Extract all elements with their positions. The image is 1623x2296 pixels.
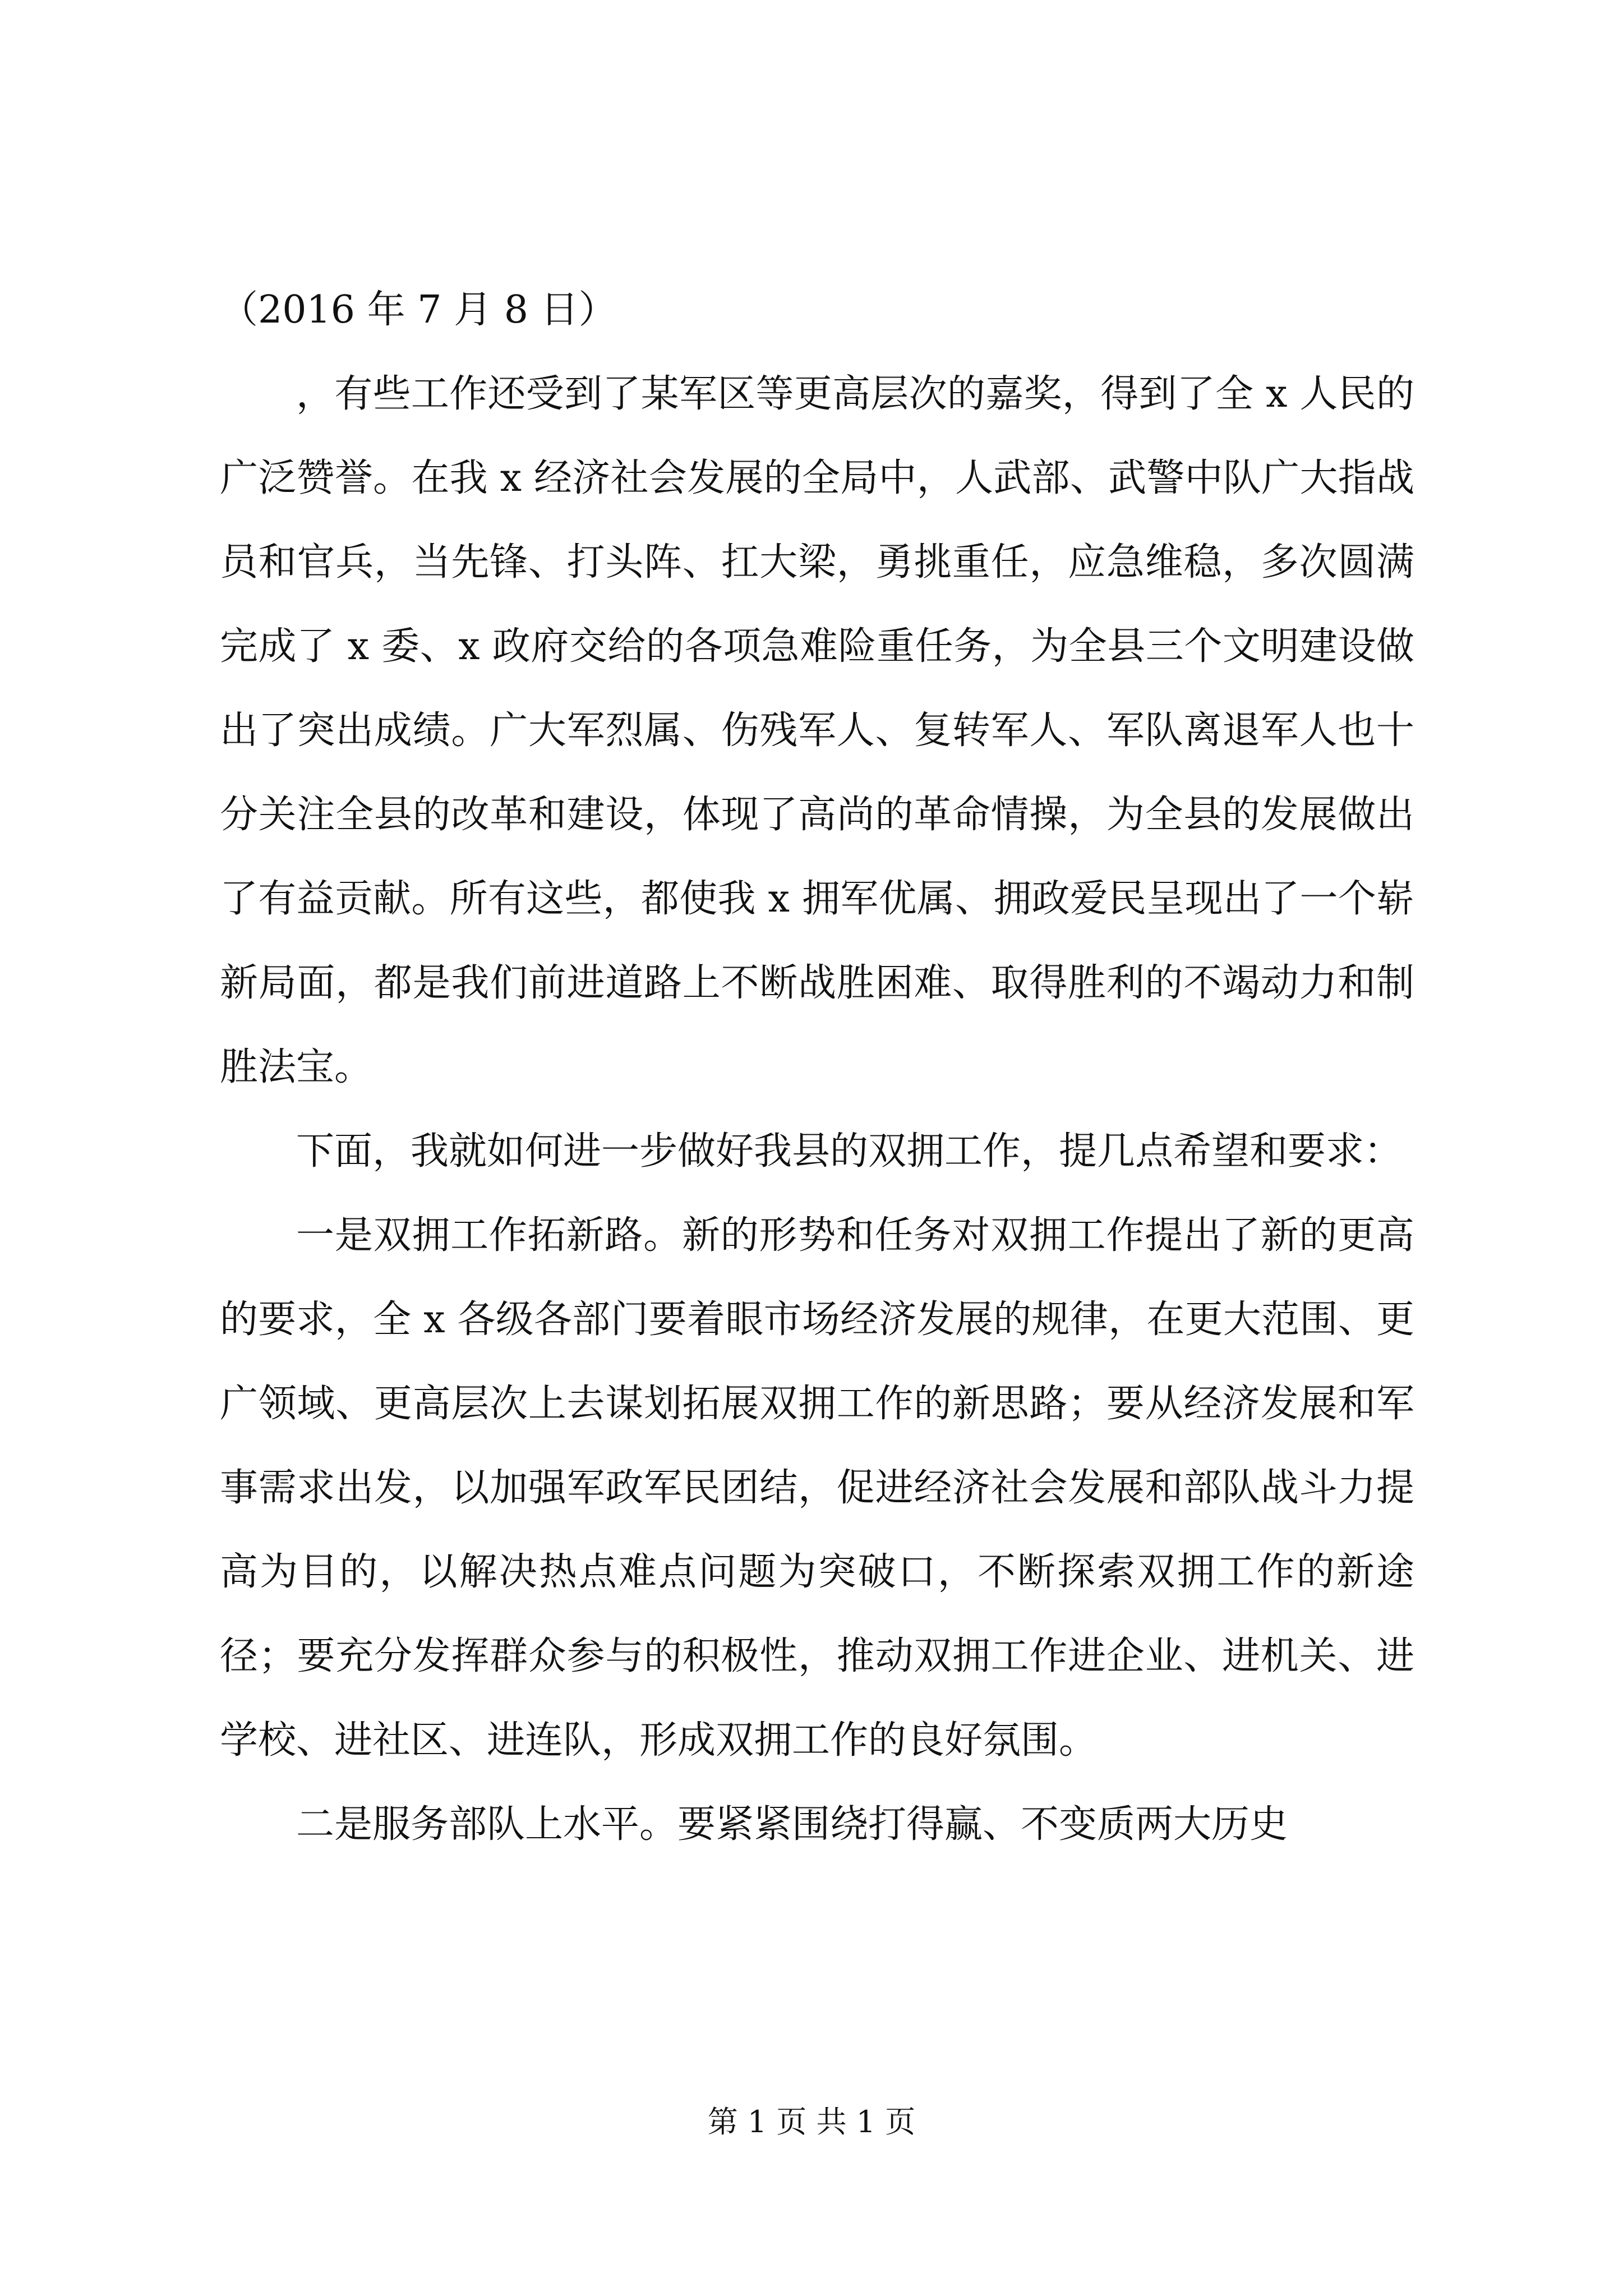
paragraph-3: 一是双拥工作拓新路。新的形势和任务对双拥工作提出了新的更高的要求，全 x 各级各部门要着眼市场经济发展的规律，在更大范围、更广领域、更高层次上去谋划拓展双拥工作的新思路；要从经济发展和军事需求出发，以加强军政军民团结，促进经济社会发展和部队战斗力提高为目的，以解决热点难点问题为突破口，不断探索双拥工作的新途径；要充分发挥群众参与的积极性，推动双拥工作进企业、进机关、进学校、进社区、进连队，形成双拥工作的良好氛围。 xyxy=(220,1213,1414,1763)
document-body xyxy=(220,268,1414,1867)
date-line: （2016 年 7 月 8 日） xyxy=(220,288,617,332)
paragraph-2: 下面，我就如何进一步做好我县的双拥工作，提几点希望和要求： xyxy=(296,1129,1403,1174)
paragraph-1: ，有些工作还受到了某军区等更高层次的嘉奖，得到了全 x 人民的广泛赞誉。在我 x 经济社会发展的全局中，人武部、武警中队广大指战员和官兵，当先锋、打头阵、扛大梁，勇挑重任，应急维稳，多次圆满完成了 x 委、x 政府交给的各项急难险重任务，为全县三个文明建设做出了突出成绩。广大军烈属、伤残军人、复转军人、军队离退军人也十分关注全县的改革和建设，体现了高尚的革命情操，为全县的发展做出了有益贡献。所有这些，都使我 x 拥军优属、拥政爱民呈现出了一个崭新局面，都是我们前进道路上不断战胜困难、取得胜利的不竭动力和制胜法宝。 xyxy=(220,372,1414,1089)
page-footer: 第 1 页 共 1 页 xyxy=(707,2104,916,2139)
paragraph-4: 二是服务部队上水平。要紧紧围绕打得赢、不变质两大历史 xyxy=(296,1802,1288,1847)
